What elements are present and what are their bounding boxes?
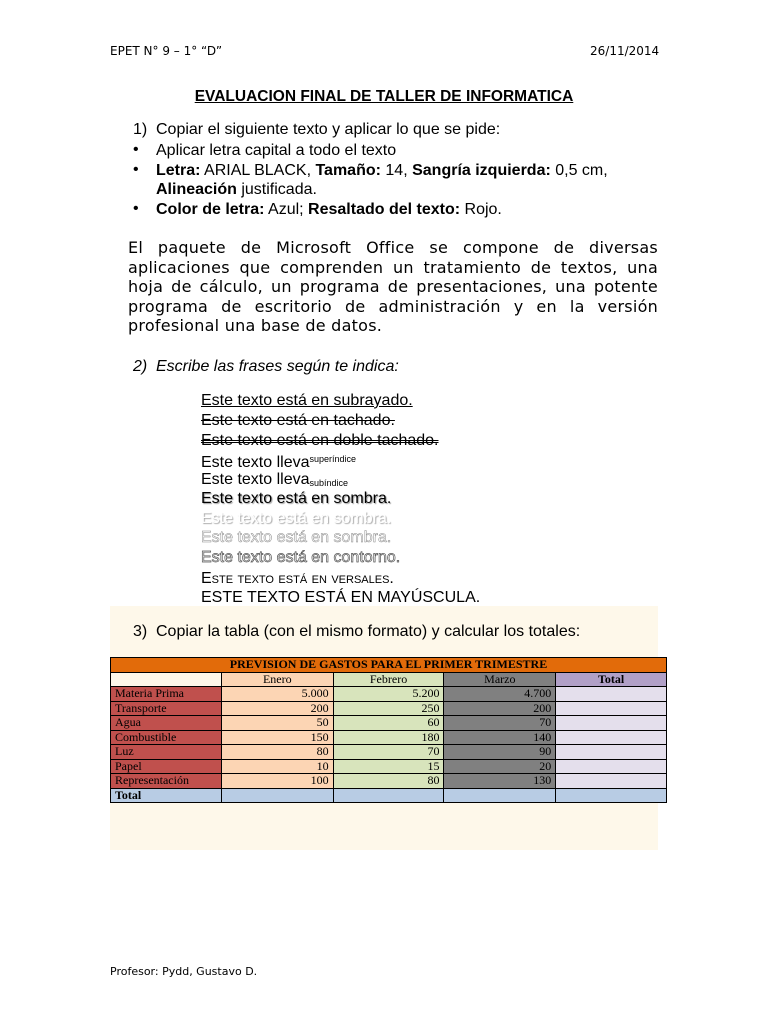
col-header-enero: Enero <box>221 672 333 687</box>
table-cell: 15 <box>333 759 444 774</box>
example-uppercase: ESTE TEXTO ESTÁ EN MAYÚSCULA. <box>201 589 481 606</box>
table-cell: 60 <box>333 716 444 731</box>
page-title: EVALUACION FINAL DE TALLER DE INFORMATICA <box>194 88 574 105</box>
table-cell: 10 <box>221 759 333 774</box>
table-cell: 70 <box>333 745 444 760</box>
table-cell: 150 <box>221 730 333 745</box>
table-cell: 70 <box>444 716 556 731</box>
table-total-row <box>111 788 667 803</box>
table-cell: 90 <box>444 745 556 760</box>
item-3-text: Copiar la tabla (con el mismo formato) y calcular los totales: <box>156 623 581 640</box>
table-cell: 20 <box>444 759 556 774</box>
table-cell: 180 <box>333 730 444 745</box>
example-small-caps: Este texto está en versales. <box>201 570 394 587</box>
table-header-row <box>111 672 667 687</box>
bullet-text: Aplicar letra capital a todo el texto <box>156 142 397 159</box>
table-cell: 50 <box>221 716 333 731</box>
item-2-text: Escribe las frases según te indica: <box>156 358 399 375</box>
table-row <box>111 774 667 789</box>
col-header-total: Total <box>556 672 667 687</box>
item-2-number: 2) <box>133 358 148 375</box>
footer-teacher: Profesor: Pydd, Gustavo D. <box>110 965 258 978</box>
table-cell: 130 <box>444 774 556 789</box>
table-cell: 80 <box>221 745 333 760</box>
row-label: Transporte <box>111 701 222 716</box>
example-strikethrough: Este texto está en tachado. <box>201 412 395 429</box>
bullet-text: Letra: ARIAL BLACK, Tamaño: 14, Sangría izquierda: 0,5 cm, Alineación justificada. <box>156 162 608 198</box>
item-1 <box>133 121 501 139</box>
row-label: Materia Prima <box>111 687 222 702</box>
item-2 <box>133 358 399 376</box>
expense-table <box>110 657 667 803</box>
row-label: Agua <box>111 716 222 731</box>
col-header-marzo: Marzo <box>444 672 556 687</box>
row-label: Combustible <box>111 730 222 745</box>
bullet-icon: • <box>133 161 139 178</box>
total-row-label: Total <box>111 788 222 803</box>
example-subscript: Este texto lleva$_{subíndice}$ <box>201 471 349 488</box>
row-total-cell <box>556 701 667 716</box>
example-outline: Este texto está en contorno. <box>201 549 401 566</box>
table-row <box>111 745 667 760</box>
table-row <box>111 716 667 731</box>
table-cell: 5.000 <box>221 687 333 702</box>
example-double-strikethrough: Este texto está en doble tachado. <box>201 432 439 449</box>
bullet-icon: • <box>133 200 139 217</box>
table-title: PREVISION DE GASTOS PARA EL PRIMER TRIMESTRE <box>111 658 667 673</box>
example-shadow: Este texto está en sombra. <box>201 490 392 507</box>
sample-paragraph: El paquete de Microsoft Office se compone de diversas aplicaciones que comprenden un tratamiento de textos, una hoja de cálculo, un programa de presentaciones, una potente programa de escritorio de administración y en la versión profesional una base de datos. <box>128 238 658 335</box>
row-total-cell <box>556 745 667 760</box>
row-label: Papel <box>111 759 222 774</box>
bullet-icon: • <box>133 141 139 158</box>
bullet-text: Color de letra: Azul; Resaltado del texto: Rojo. <box>156 201 502 218</box>
example-underline: Este texto está en subrayado. <box>201 392 413 409</box>
total-cell <box>333 788 444 803</box>
item-1-text: Copiar el siguiente texto y aplicar lo que se pide: <box>156 121 501 138</box>
total-cell <box>221 788 333 803</box>
table-cell: 140 <box>444 730 556 745</box>
row-label: Luz <box>111 745 222 760</box>
table-row <box>111 759 667 774</box>
table-cell: 80 <box>333 774 444 789</box>
row-total-cell <box>556 716 667 731</box>
table-cell: 200 <box>444 701 556 716</box>
row-total-cell <box>556 774 667 789</box>
col-header-febrero: Febrero <box>333 672 444 687</box>
table-row <box>111 701 667 716</box>
example-shadow-light: Este texto está en sombra. <box>201 510 392 527</box>
example-superscript: Este texto lleva$^{superíndice}$ <box>201 454 357 471</box>
item-3 <box>133 623 581 641</box>
table-cell: 5.200 <box>333 687 444 702</box>
row-total-cell <box>556 687 667 702</box>
table-cell: 200 <box>221 701 333 716</box>
row-total-cell <box>556 759 667 774</box>
table-cell: 100 <box>221 774 333 789</box>
header-date: 26/11/2014 <box>590 44 660 58</box>
table-cell: 250 <box>333 701 444 716</box>
table-cell: 4.700 <box>444 687 556 702</box>
total-cell <box>556 788 667 803</box>
row-total-cell <box>556 730 667 745</box>
row-label: Representación <box>111 774 222 789</box>
table-corner <box>111 672 222 687</box>
example-shadow-light: Este texto está en sombra. <box>201 529 392 546</box>
item-1-number: 1) <box>133 121 148 138</box>
total-cell <box>444 788 556 803</box>
table-row <box>111 730 667 745</box>
header-course: EPET N° 9 – 1° “D” <box>110 44 223 58</box>
table-row <box>111 687 667 702</box>
item-3-number: 3) <box>133 623 148 640</box>
